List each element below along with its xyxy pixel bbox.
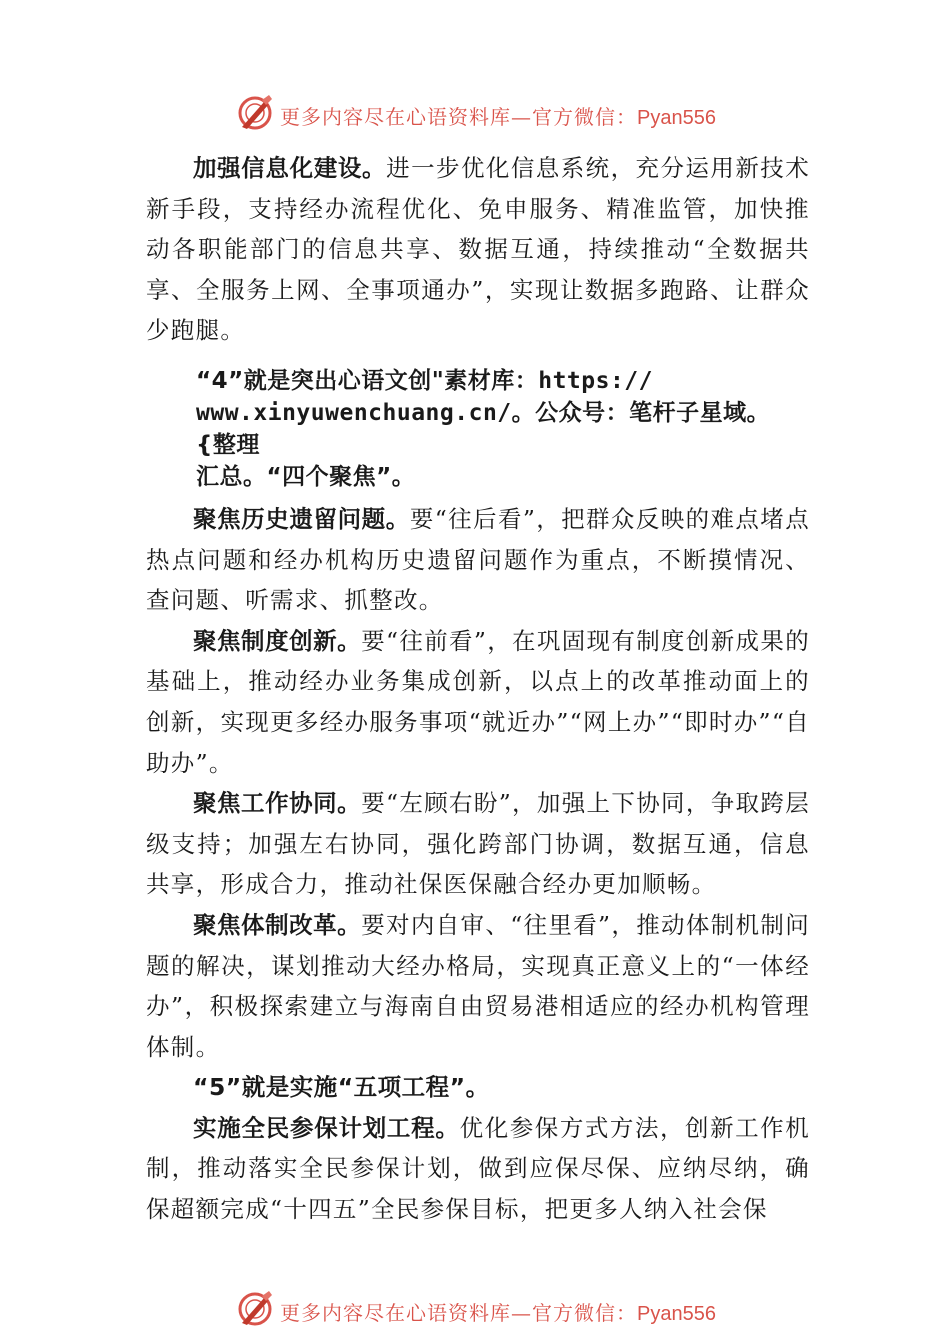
watermark-id: Pyan556: [637, 107, 716, 129]
focus-lead: 聚焦工作协同。: [193, 789, 362, 818]
section5-body: 优化参保方式方法，创新工作机制，推动落实全民参保计划，做到应保尽保、应纳尽纳，确保超额完成“十四五”全民参保目标，把更多人纳入社会保: [146, 1113, 811, 1224]
pen-logo-icon: [236, 1290, 274, 1328]
focus-item-history: [146, 499, 810, 621]
watermark-id: Pyan556: [637, 1303, 716, 1325]
notice-url-part2: www.xinyuwenchuang.cn/: [196, 399, 512, 426]
watermark-text: 更多内容尽在心语资料库—官方微信：: [280, 105, 637, 129]
focus-item-reform: [146, 905, 810, 1067]
notice-paragraph: [146, 365, 810, 493]
focus-body: 要“往后看”，把群众反映的难点堵点热点问题和经办机构历史遗留问题作为重点，不断摸情况、查问题、听需求、抓整改。: [146, 504, 810, 615]
section5-heading: [146, 1067, 810, 1108]
notice-suffix-2: 汇总。“四个聚焦”。: [196, 463, 416, 490]
watermark-banner-top: [0, 92, 950, 136]
focus-body: 要“往前看”，在巩固现有制度创新成果的基础上，推动经办业务集成创新，以点上的改革推动面上的创新，实现更多经办服务事项“就近办”“网上办”“即时办”“自助办”。: [146, 626, 810, 777]
pen-logo-icon: [236, 94, 274, 132]
section5-paragraph: [146, 1108, 810, 1230]
notice-suffix-1: 。公众号：笔杆子星域。{整理: [196, 399, 771, 458]
focus-lead: 聚焦历史遗留问题。: [193, 504, 410, 533]
section5-heading-text: “5”就是实施“五项工程”。: [193, 1073, 490, 1102]
focus-item-coordination: [146, 783, 810, 905]
focus-body: 要对内自审、“往里看”，推动体制机制问题的解决，谋划推动大经办格局，实现真正意义上的“一体经办”，积极探索建立与海南自由贸易港相适应的经办机构管理体制。: [146, 910, 810, 1061]
document-body: [146, 148, 810, 1230]
focus-lead: 聚焦体制改革。: [193, 910, 362, 939]
paragraph-lead: 加强信息化建设。: [193, 154, 387, 182]
notice-url-part1: https://: [538, 367, 653, 394]
focus-lead: 聚焦制度创新。: [193, 626, 362, 655]
focus-item-innovation: [146, 621, 810, 783]
paragraph-informatization: [146, 148, 810, 351]
watermark-banner-bottom: [0, 1288, 950, 1332]
paragraph-body: 进一步优化信息系统，充分运用新技术新手段，支持经办流程优化、免申服务、精准监管，加快推动各职能部门的信息共享、数据互通，持续推动“全数据共享、全服务上网、全事项通办”，实现让数据多跑路、让群众少跑腿。: [146, 154, 811, 345]
focus-body: 要“左顾右盼”，加强上下协同，争取跨层级支持；加强左右协同，强化跨部门协调，数据互通，信息共享，形成合力，推动社保医保融合经办更加顺畅。: [146, 789, 810, 899]
section5-lead: 实施全民参保计划工程。: [193, 1113, 460, 1142]
notice-prefix: “4”就是突出心语文创"素材库：: [196, 367, 539, 394]
watermark-text: 更多内容尽在心语资料库—官方微信：: [280, 1301, 637, 1325]
